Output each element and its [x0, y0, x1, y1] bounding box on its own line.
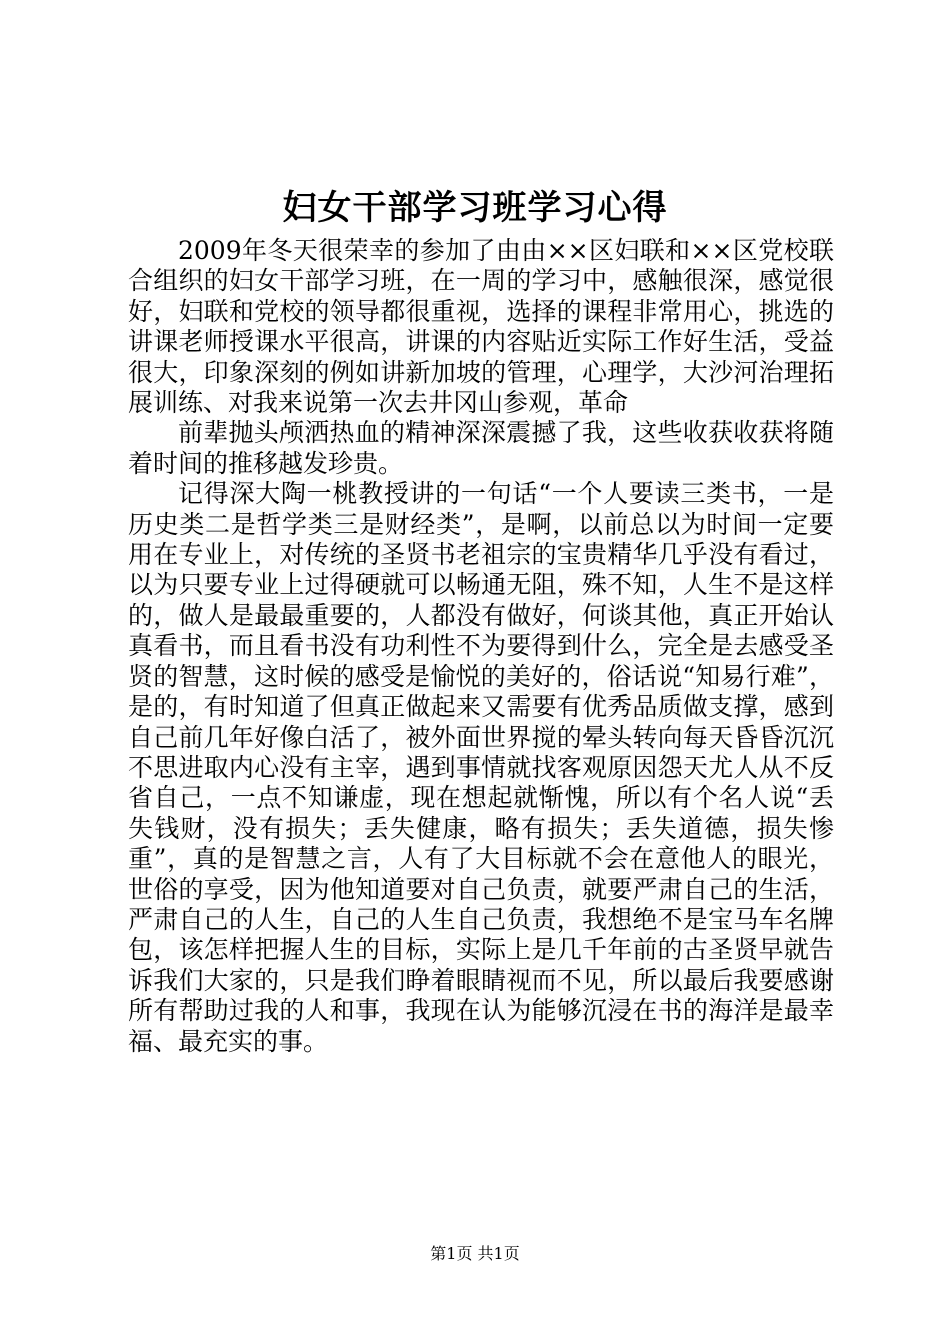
paragraph-3: 记得深大陶一桃教授讲的一句话“一个人要读三类书，一是历史类二是哲学类三是财经类”，是啊，以前总以为时间一定要用在专业上，对传统的圣贤书老祖宗的宝贵精华几乎没有看过，以为只要专业上过得硬就可以畅通无阻，殊不知，人生不是这样的，做人是最最重要的，人都没有做好，何谈其他，真正开始认真看书，而且看书没有功利性不为要得到什么，完全是去感受圣贤的智慧，这时候的感受是愉悦的美好的，俗话说“知易行难”，是的，有时知道了但真正做起来又需要有优秀品质做支撑，感到自己前几年好像白活了，被外面世界搅的晕头转向每天昏昏沉沉不思进取内心没有主宰，遇到事情就找客观原因怨天尤人从不反省自己，一点不知谦虚，现在想起就惭愧，所以有个名人说“丢失钱财，没有损失；丢失健康，略有损失；丢失道德，损失惨重”，真的是智慧之言，人有了大目标就不会在意他人的眼光，世俗的享受，因为他知道要对自己负责，就要严肃自己的生活，严肃自己的人生，自己的人生自己负责，我想绝不是宝马车名牌包，该怎样把握人生的目标，实际上是几千年前的古圣贤早就告诉我们大家的，只是我们睁着眼睛视而不见，所以最后我要感谢所有帮助过我的人和事，我现在认为能够沉浸在书的海洋是最幸福、最充实的事。: [128, 479, 834, 1056]
paragraph-1: 2009年冬天很荣幸的参加了由由××区妇联和××区党校联合组织的妇女干部学习班，在一周的学习中，感触很深，感觉很好，妇联和党校的领导都很重视，选择的课程非常用心，挑选的讲课老师授课水平很高，讲课的内容贴近实际工作好生活，受益很大，印象深刻的例如讲新加坡的管理，心理学，大沙河治理拓展训练、对我来说第一次去井冈山参观，革命: [128, 236, 834, 418]
document-title: 妇女干部学习班学习心得: [282, 188, 668, 228]
page-footer: 第1页 共1页: [430, 1244, 520, 1263]
paragraph-2: 前辈抛头颅洒热血的精神深深震撼了我，这些收获收获将随着时间的推移越发珍贵。: [128, 418, 834, 478]
document-body: [128, 236, 834, 1057]
